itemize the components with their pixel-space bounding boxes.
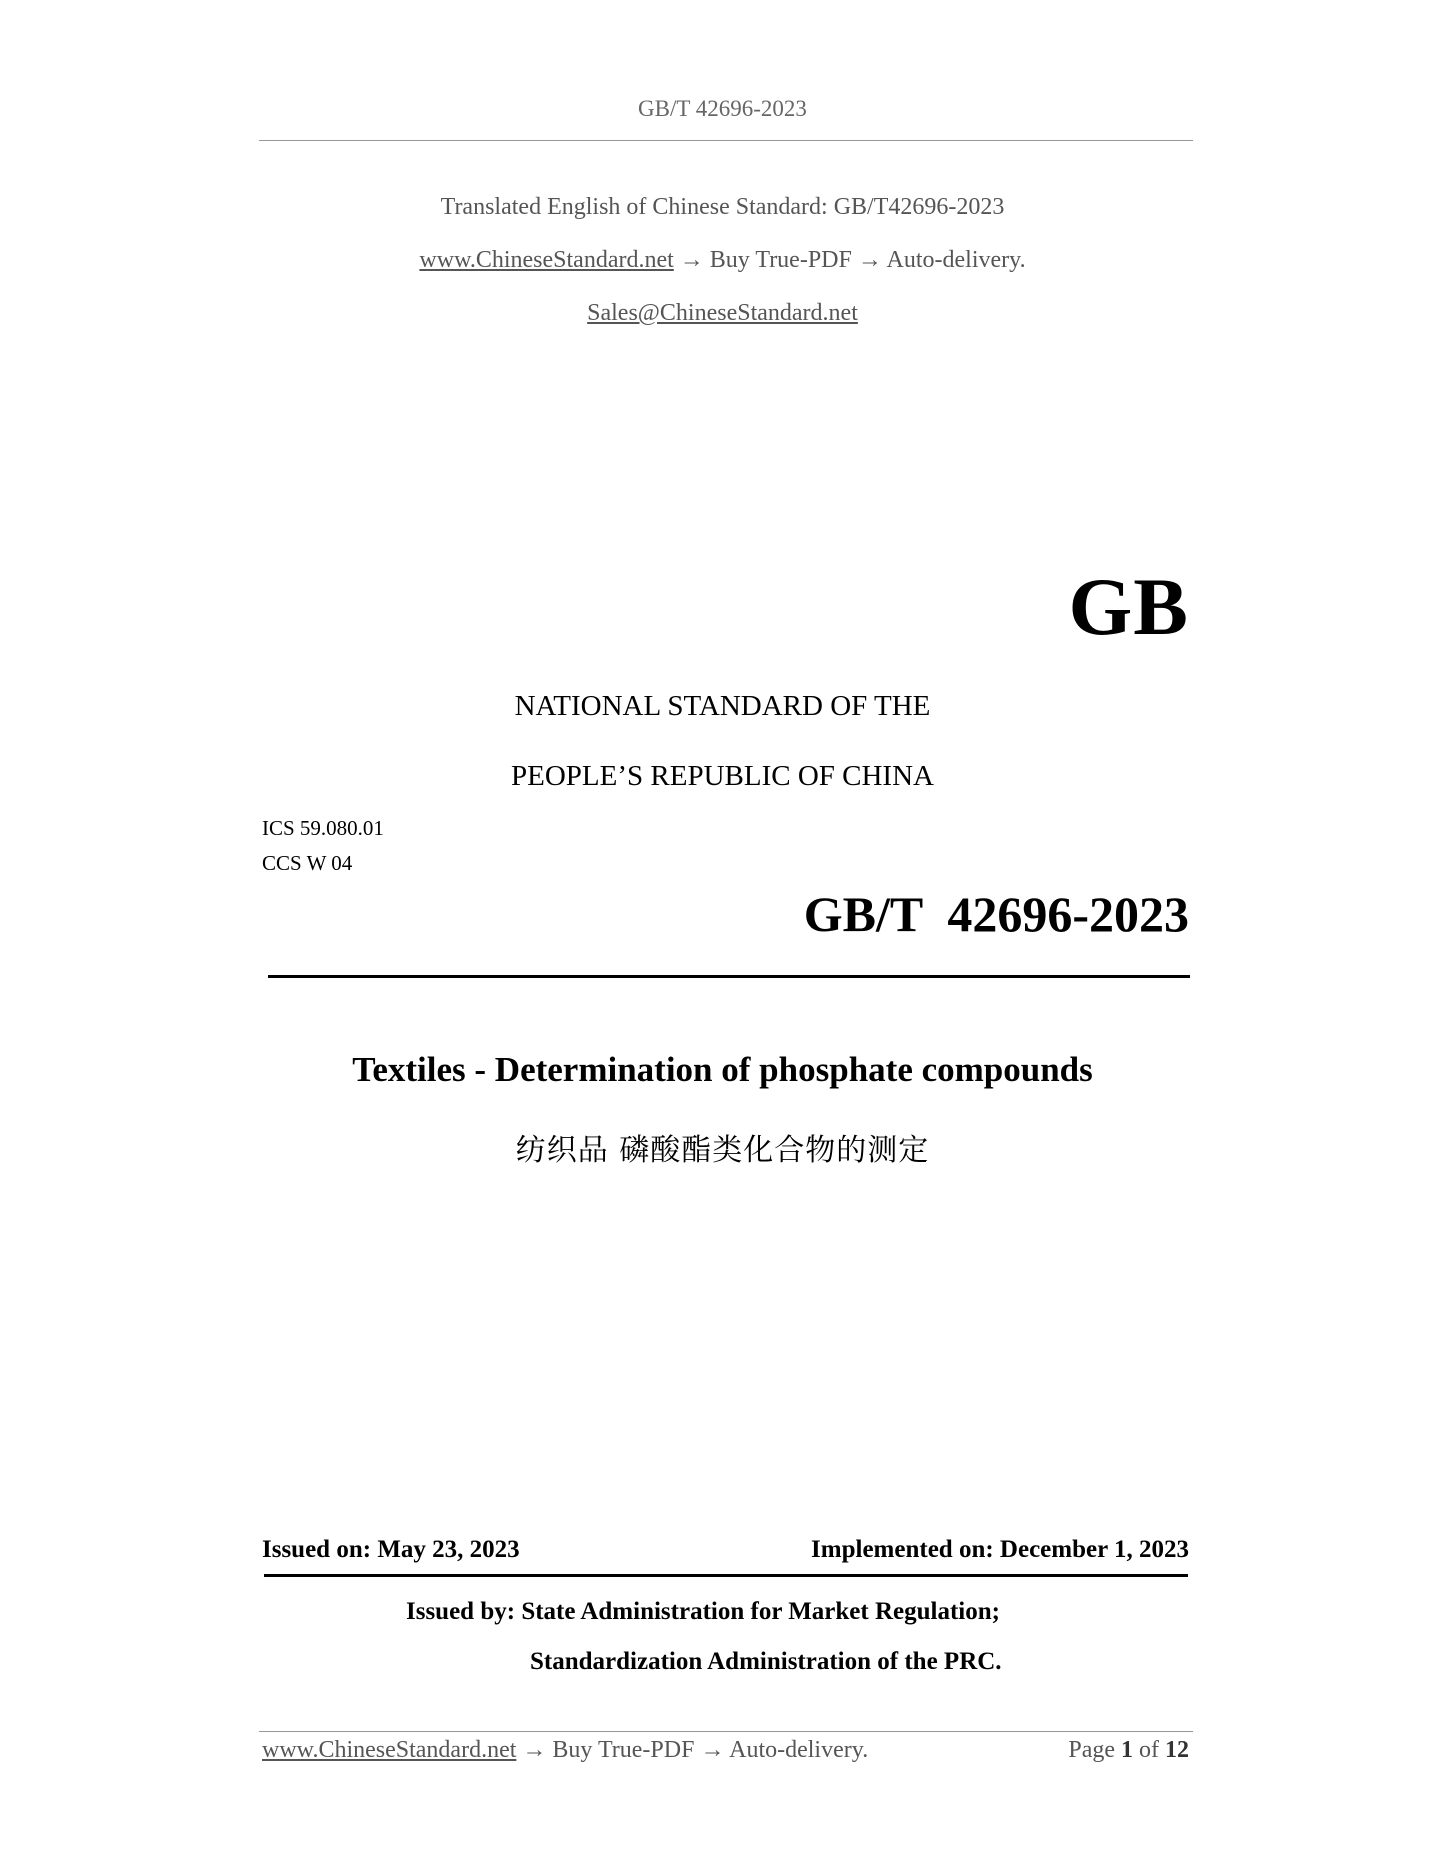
national-standard-line1: NATIONAL STANDARD OF THE <box>514 690 931 722</box>
header-rule <box>259 140 1193 141</box>
issued-by-line2: Standardization Administration of the PRC. <box>530 1648 1002 1675</box>
ccs-code: CCS W 04 <box>262 851 353 875</box>
issued-on-date: Issued on: May 23, 2023 <box>262 1536 520 1563</box>
issued-by-line1: Issued by: State Administration for Market Regulation; <box>406 1598 1000 1625</box>
of-label: of <box>1139 1737 1159 1763</box>
gb-logo: GB <box>1068 561 1189 652</box>
implemented-on-date: Implemented on: December 1, 2023 <box>811 1536 1189 1563</box>
page-total: 12 <box>1165 1737 1189 1763</box>
translation-notice: Translated English of Chinese Standard: GB/T42696-2023 <box>440 194 1005 220</box>
purchase-text: → Buy True-PDF → Auto-delivery. <box>679 247 1026 273</box>
title-english: Textiles - Determination of phosphate compounds <box>352 1050 1093 1089</box>
sales-email-link[interactable]: Sales@ChineseStandard.net <box>587 300 858 326</box>
dates-rule <box>264 1574 1188 1577</box>
title-chinese: 纺织品 磷酸酯类化合物的测定 <box>515 1133 930 1168</box>
page-current: 1 <box>1121 1737 1133 1763</box>
footer-rule <box>259 1731 1193 1732</box>
page-label: Page <box>1068 1737 1115 1763</box>
website-link[interactable]: www.ChineseStandard.net <box>419 247 674 273</box>
purchase-line <box>0 247 1445 274</box>
ics-code: ICS 59.080.01 <box>262 816 384 840</box>
standard-number-rule <box>268 975 1190 978</box>
national-standard-line2: PEOPLE’S REPUBLIC OF CHINA <box>511 760 934 792</box>
footer-purchase-text: → Buy True-PDF → Auto-delivery. <box>522 1737 869 1763</box>
page-header: GB/T 42696-2023 <box>638 96 807 121</box>
standard-number: GB/T 42696-2023 <box>803 886 1189 942</box>
footer-website-link[interactable]: www.ChineseStandard.net <box>262 1737 517 1763</box>
page-number <box>1068 1737 1189 1764</box>
footer-purchase-line <box>262 1737 868 1764</box>
email-line <box>0 300 1445 327</box>
